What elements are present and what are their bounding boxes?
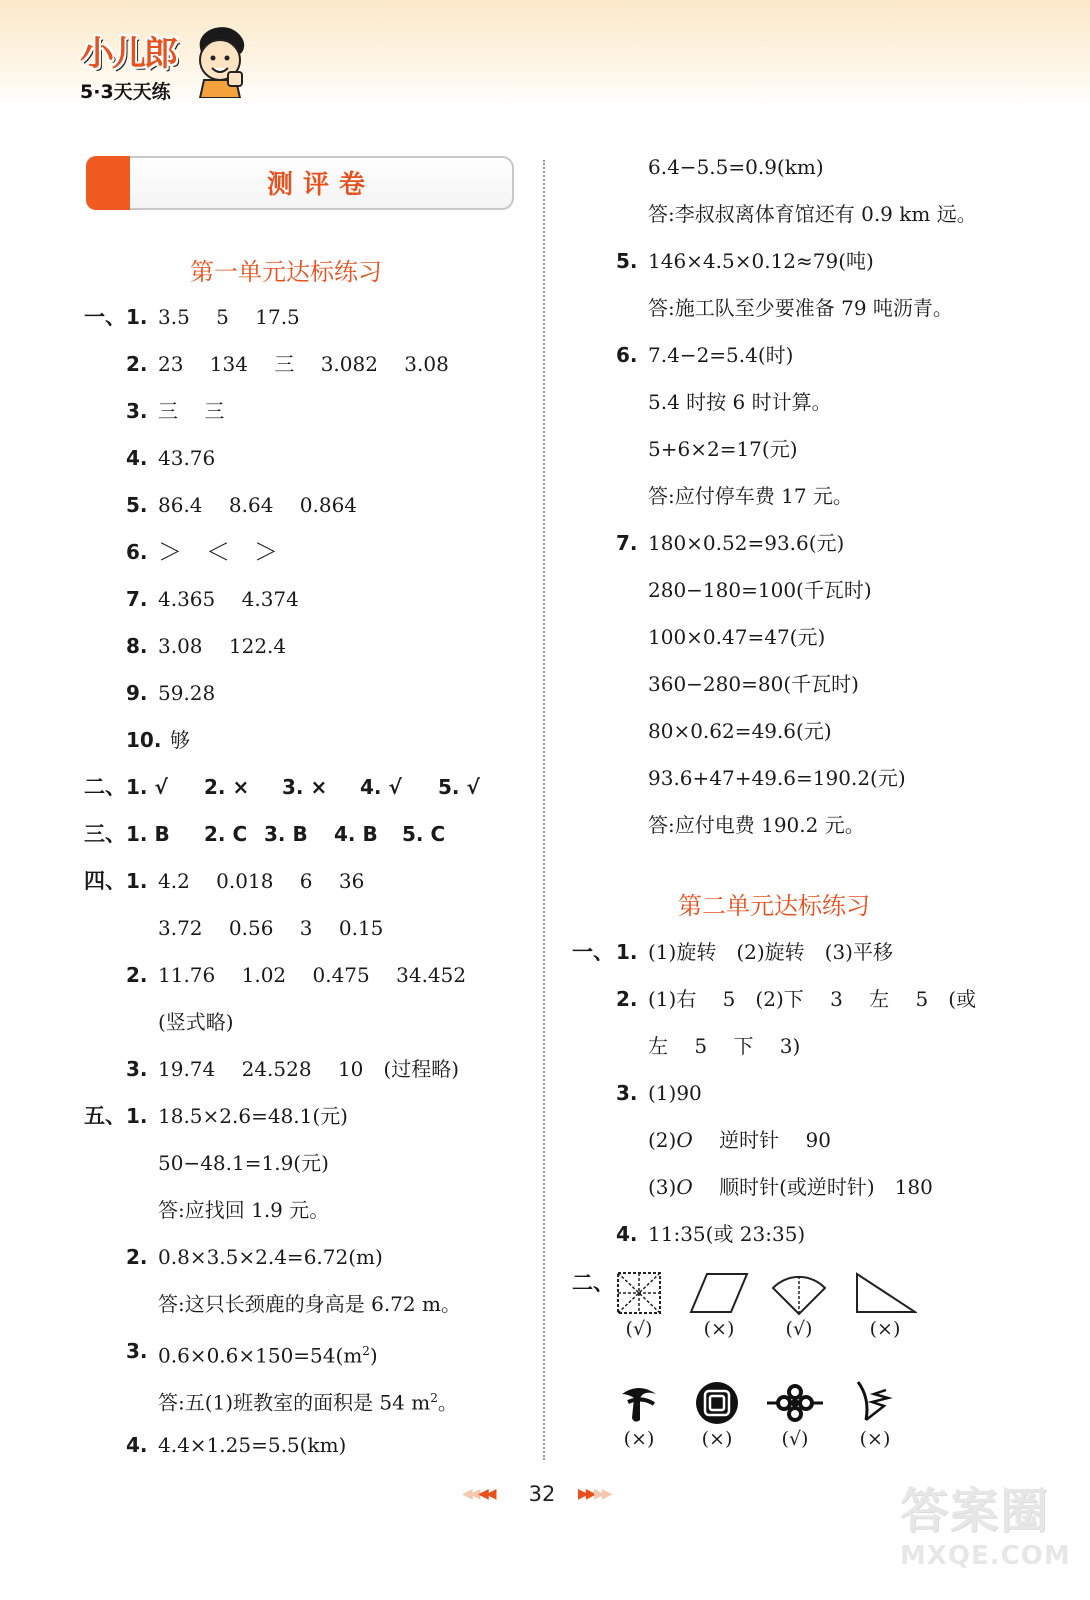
- list-item-number: 9.: [126, 681, 148, 705]
- section-banner: [86, 156, 514, 210]
- list-item-answer: 93.6+47+49.6=190.2(元): [648, 766, 906, 790]
- list-item-answer: 3.72 0.56 3 0.15: [158, 916, 384, 940]
- list-item-number: 1.: [126, 1104, 148, 1128]
- list-item: [604, 1380, 674, 1450]
- decor-arrow-icon: ▶▶: [578, 1486, 594, 1502]
- list-item-number: 3.: [126, 1339, 148, 1363]
- list-item: [682, 1380, 752, 1450]
- list-item-number: 3.: [616, 1081, 638, 1105]
- banner-title: 测评卷: [266, 170, 375, 200]
- unit2-title: 第二单元达标练习: [678, 892, 870, 920]
- list-item-answer: 11:35(或 23:35): [648, 1222, 806, 1246]
- answer-mark: (√): [785, 1318, 813, 1340]
- list-item-answer: 3.5 5 17.5: [158, 305, 300, 329]
- list-item-answer: 左 5 下 3): [648, 1034, 801, 1058]
- decor-arrow-icon: ◀◀: [462, 1486, 478, 1502]
- list-item-number: 1.: [126, 869, 148, 893]
- list-item-answer: 4.2 0.018 6 36: [158, 869, 365, 893]
- list-item-answer: (1)90: [648, 1081, 702, 1105]
- telecom-logo-icon: [614, 1380, 664, 1426]
- list-item-answer: 5.4 时按 6 时计算。: [648, 390, 832, 414]
- list-item-answer: (1)旋转 (2)旋转 (3)平移: [648, 940, 893, 964]
- list-item: [850, 1270, 920, 1340]
- list-item: [760, 1380, 830, 1450]
- list-item-answer: 2. C: [204, 822, 248, 846]
- answer-mark: (√): [625, 1318, 653, 1340]
- unit2-part1-label: 一、: [572, 940, 614, 964]
- decor-arrow-icon: ◀◀: [478, 1486, 494, 1502]
- list-item-number: 1.: [126, 305, 148, 329]
- watermark-url: MXQE.COM: [900, 1541, 1071, 1571]
- list-item-answer: 146×4.5×0.12≈79(吨): [648, 249, 874, 273]
- list-item-answer: 360−280=80(千瓦时): [648, 672, 859, 696]
- list-item-answer: ＞ ＜ ＞: [158, 538, 278, 566]
- list-item-answer: 7.4−2=5.4(时): [648, 343, 794, 367]
- parallelogram-figure-icon: [689, 1270, 749, 1316]
- list-item-number: 2.: [126, 1245, 148, 1269]
- list-item-answer: 1. √: [126, 775, 168, 799]
- list-item-answer: 5. C: [402, 822, 446, 846]
- list-item-number: 1.: [616, 940, 638, 964]
- unit1-part4-label: 四、: [84, 869, 126, 893]
- list-item-number: 4.: [616, 1222, 638, 1246]
- watermark-title: 答案圈: [900, 1483, 1051, 1539]
- list-item-number: 3.: [126, 399, 148, 423]
- list-item-answer: 59.28: [158, 681, 216, 705]
- list-item-answer: 2. ×: [204, 775, 250, 799]
- mascot-boy-icon: [190, 22, 250, 98]
- list-item-answer: 280−180=100(千瓦时): [648, 578, 872, 602]
- list-item-answer: 3. ×: [282, 775, 328, 799]
- list-item-number: 5.: [616, 249, 638, 273]
- list-item-number: 6.: [616, 343, 638, 367]
- list-item-answer: 5+6×2=17(元): [648, 437, 798, 461]
- grid-square-figure-icon: [614, 1270, 664, 1316]
- answer-mark: (√): [781, 1428, 809, 1450]
- list-item-answer: (2)O 逆时针 90: [648, 1128, 831, 1152]
- unit1-part2-label: 二、: [84, 775, 126, 799]
- list-item-answer: 4.365 4.374: [158, 587, 299, 611]
- list-item: [764, 1270, 834, 1340]
- list-item-answer: 4. B: [334, 822, 378, 846]
- unit1-part5-label: 五、: [84, 1104, 126, 1128]
- list-item-answer: 1. B: [126, 822, 170, 846]
- list-item-answer: 3.08 122.4: [158, 634, 287, 658]
- unicom-knot-logo-icon: [765, 1380, 825, 1426]
- list-item-answer: 19.74 24.528 10 (过程略): [158, 1057, 460, 1081]
- list-item-answer: (竖式略): [158, 1010, 234, 1034]
- list-item-answer: 4.4×1.25=5.5(km): [158, 1433, 347, 1457]
- right-triangle-figure-icon: [853, 1270, 917, 1316]
- logo-sub-text: 5·3天天练: [80, 81, 171, 103]
- list-item-answer: 答:李叔叔离体育馆还有 0.9 km 远。: [648, 202, 977, 226]
- sector-figure-icon: [769, 1270, 829, 1316]
- watermark: [900, 1472, 1070, 1592]
- column-divider: [543, 160, 545, 1460]
- list-item-number: 10.: [126, 728, 162, 752]
- list-item-answer: 够: [170, 728, 190, 752]
- decor-arrow-icon: ▶▶: [594, 1486, 610, 1502]
- answer-mark: (×): [703, 1318, 735, 1340]
- unit1-part1-label: 一、: [84, 305, 126, 329]
- list-item-answer: 5. √: [438, 775, 480, 799]
- list-item-answer: (3)O 顺时针(或逆时针) 180: [648, 1175, 933, 1199]
- feather-logo-icon: [850, 1380, 900, 1426]
- list-item: [684, 1270, 754, 1340]
- list-item-answer: 答:这只长颈鹿的身高是 6.72 m。: [158, 1292, 461, 1316]
- list-item-answer: 80×0.62=49.6(元): [648, 719, 832, 743]
- list-item-number: 8.: [126, 634, 148, 658]
- page-number: 32: [528, 1482, 556, 1506]
- banner-accent: [86, 156, 132, 210]
- list-item-answer: 23 134 三 3.082 3.08: [158, 352, 449, 376]
- unit1-part3-label: 三、: [84, 822, 126, 846]
- logo-main-text: 小儿郎: [80, 34, 176, 74]
- unit1-title: 第一单元达标练习: [190, 258, 382, 286]
- list-item-answer: 18.5×2.6=48.1(元): [158, 1104, 348, 1128]
- list-item-number: 7.: [126, 587, 148, 611]
- mobile-logo-icon: [692, 1380, 742, 1426]
- answer-mark: (×): [859, 1428, 891, 1450]
- answer-mark: (×): [701, 1428, 733, 1450]
- list-item: [840, 1380, 910, 1450]
- list-item-number: 2.: [126, 352, 148, 376]
- list-item-answer: 100×0.47=47(元): [648, 625, 826, 649]
- list-item-answer: 三 三: [158, 399, 225, 423]
- brand-logo: [80, 26, 176, 104]
- answer-mark: (×): [623, 1428, 655, 1450]
- list-item-answer: 43.76: [158, 446, 216, 470]
- list-item-answer: 答:应付电费 190.2 元。: [648, 813, 865, 837]
- list-item-answer: (1)右 5 (2)下 3 左 5 (或: [648, 987, 977, 1011]
- unit2-part2-label: 二、: [572, 1271, 614, 1295]
- answer-mark: (×): [869, 1318, 901, 1340]
- list-item-number: 5.: [126, 493, 148, 517]
- list-item-number: 3.: [126, 1057, 148, 1081]
- list-item-answer: 答:施工队至少要准备 79 吨沥青。: [648, 296, 953, 320]
- list-item-answer: 50−48.1=1.9(元): [158, 1151, 329, 1175]
- list-item-answer: 6.4−5.5=0.9(km): [648, 155, 824, 179]
- list-item-answer: 答:应找回 1.9 元。: [158, 1198, 330, 1222]
- list-item-answer: 4. √: [360, 775, 402, 799]
- list-item-answer: 答:五(1)班教室的面积是 54 $m^2$。: [158, 1390, 458, 1415]
- list-item-number: 4.: [126, 1433, 148, 1457]
- list-item-number: 7.: [616, 531, 638, 555]
- list-item-answer: 180×0.52=93.6(元): [648, 531, 845, 555]
- list-item-answer: 86.4 8.64 0.864: [158, 493, 358, 517]
- list-item-number: 6.: [126, 540, 148, 564]
- list-item-number: 2.: [616, 987, 638, 1011]
- list-item-answer: 0.8×3.5×2.4=6.72(m): [158, 1245, 383, 1269]
- list-item-number: 2.: [126, 963, 148, 987]
- list-item-number: 4.: [126, 446, 148, 470]
- list-item-answer: $0.6\times 0.6\times 150=54(m^2)$: [158, 1343, 378, 1368]
- list-item-answer: 答:应付停车费 17 元。: [648, 484, 853, 508]
- list-item: [604, 1270, 674, 1340]
- list-item-answer: 11.76 1.02 0.475 34.452: [158, 963, 467, 987]
- list-item-answer: 3. B: [264, 822, 308, 846]
